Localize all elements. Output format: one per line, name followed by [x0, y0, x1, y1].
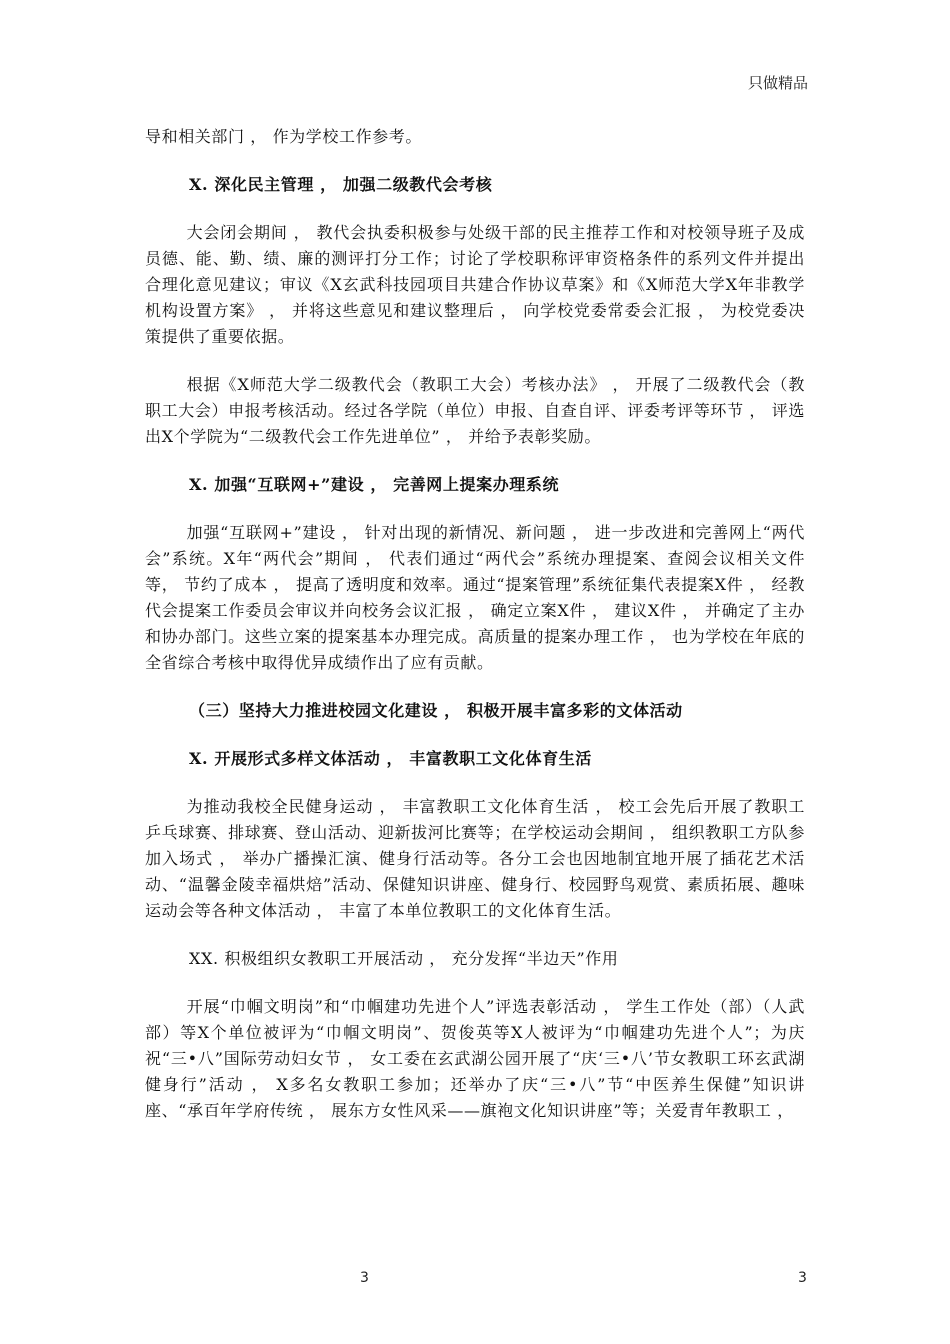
header-note: 只做精品	[747, 74, 808, 92]
document-body	[145, 124, 805, 1146]
page-number: 3	[798, 1270, 807, 1286]
section-heading: X. 深化民主管理 ， 加强二级教代会考核	[189, 175, 493, 194]
paragraph: 导和相关部门 ， 作为学校工作参考。	[145, 127, 422, 146]
paragraph: 加强“互联网+”建设 ， 针对出现的新情况、新问题 ， 进一步改进和完善网上“两代会”系统。X年“两代会”期间 ， 代表们通过“两代会”系统办理提案、查阅会议相关文件等， 节约了成本 ， 提高了透明度和效率。通过“提案管理”系统征集代表提案X件 ， 经教代会提案工作委员会审议并向校务会议汇报 ， 确定立案X件 ， 建议X件 ， 并确定了主办和协办部门。这些立案的提案基本办理完成。高质量的提案办理工作 ， 也为学校在年底的全省综合考核中取得优异成绩作出了应有贡献。	[145, 523, 805, 672]
paragraph: 开展“巾帼文明岗”和“巾帼建功先进个人”评选表彰活动 ， 学生工作处（部）（人武部）等X个单位被评为“巾帼文明岗”、贺俊英等X人被评为“巾帼建功先进个人”；为庆祝“三•八”国际劳动妇女节 ， 女工委在玄武湖公园开展了“庆‘三•八’节女教职工环玄武湖健身行”活动 ， X多名女教职工参加；还举办了庆“三•八”节“中医养生保健”知识讲座、“承百年学府传统 ， 展东方女性风采——旗袍文化知识讲座”等；关爱青年教职工 ，	[145, 997, 805, 1120]
paragraph: 大会闭会期间 ， 教代会执委积极参与处级干部的民主推荐工作和对校领导班子及成员德、能、勤、绩、廉的测评打分工作；讨论了学校职称评审资格条件的系列文件并提出合理化意见建议；审议《X玄武科技园项目共建合作协议草案》和《X师范大学X年非教学机构设置方案》 ， 并将这些意见和建议整理后 ， 向学校党委常委会汇报 ， 为校党委决策提供了重要依据。	[145, 223, 805, 346]
section-heading: X. 加强“互联网+”建设 ， 完善网上提案办理系统	[189, 475, 560, 494]
section-heading: XX. 积极组织女教职工开展活动 ， 充分发挥“半边天”作用	[189, 949, 619, 968]
paragraph: 为推动我校全民健身运动 ， 丰富教职工文化体育生活 ， 校工会先后开展了教职工乒乓球赛、排球赛、登山活动、迎新拔河比赛等；在学校运动会期间 ， 组织教职工方队参加入场式 ， 举办广播操汇演、健身行活动等。各分工会也因地制宜地开展了插花艺术活动、“温馨金陵幸福烘焙”活动、保健知识讲座、健身行、校园野鸟观赏、素质拓展、趣味运动会等各种文体活动 ， 丰富了本单位教职工的文化体育生活。	[145, 797, 805, 920]
section-heading: X. 开展形式多样文体活动 ， 丰富教职工文化体育生活	[189, 749, 592, 768]
page-number: 3	[360, 1270, 369, 1286]
chapter-heading: （三）坚持大力推进校园文化建设 ， 积极开展丰富多彩的文体活动	[189, 701, 683, 720]
paragraph: 根据《X师范大学二级教代会（教职工大会）考核办法》 ， 开展了二级教代会（教职工大会）申报考核活动。经过各学院（单位）申报、自查自评、评委考评等环节 ， 评选出X个学院为“二级教代会工作先进单位” ， 并给予表彰奖励。	[145, 375, 805, 446]
